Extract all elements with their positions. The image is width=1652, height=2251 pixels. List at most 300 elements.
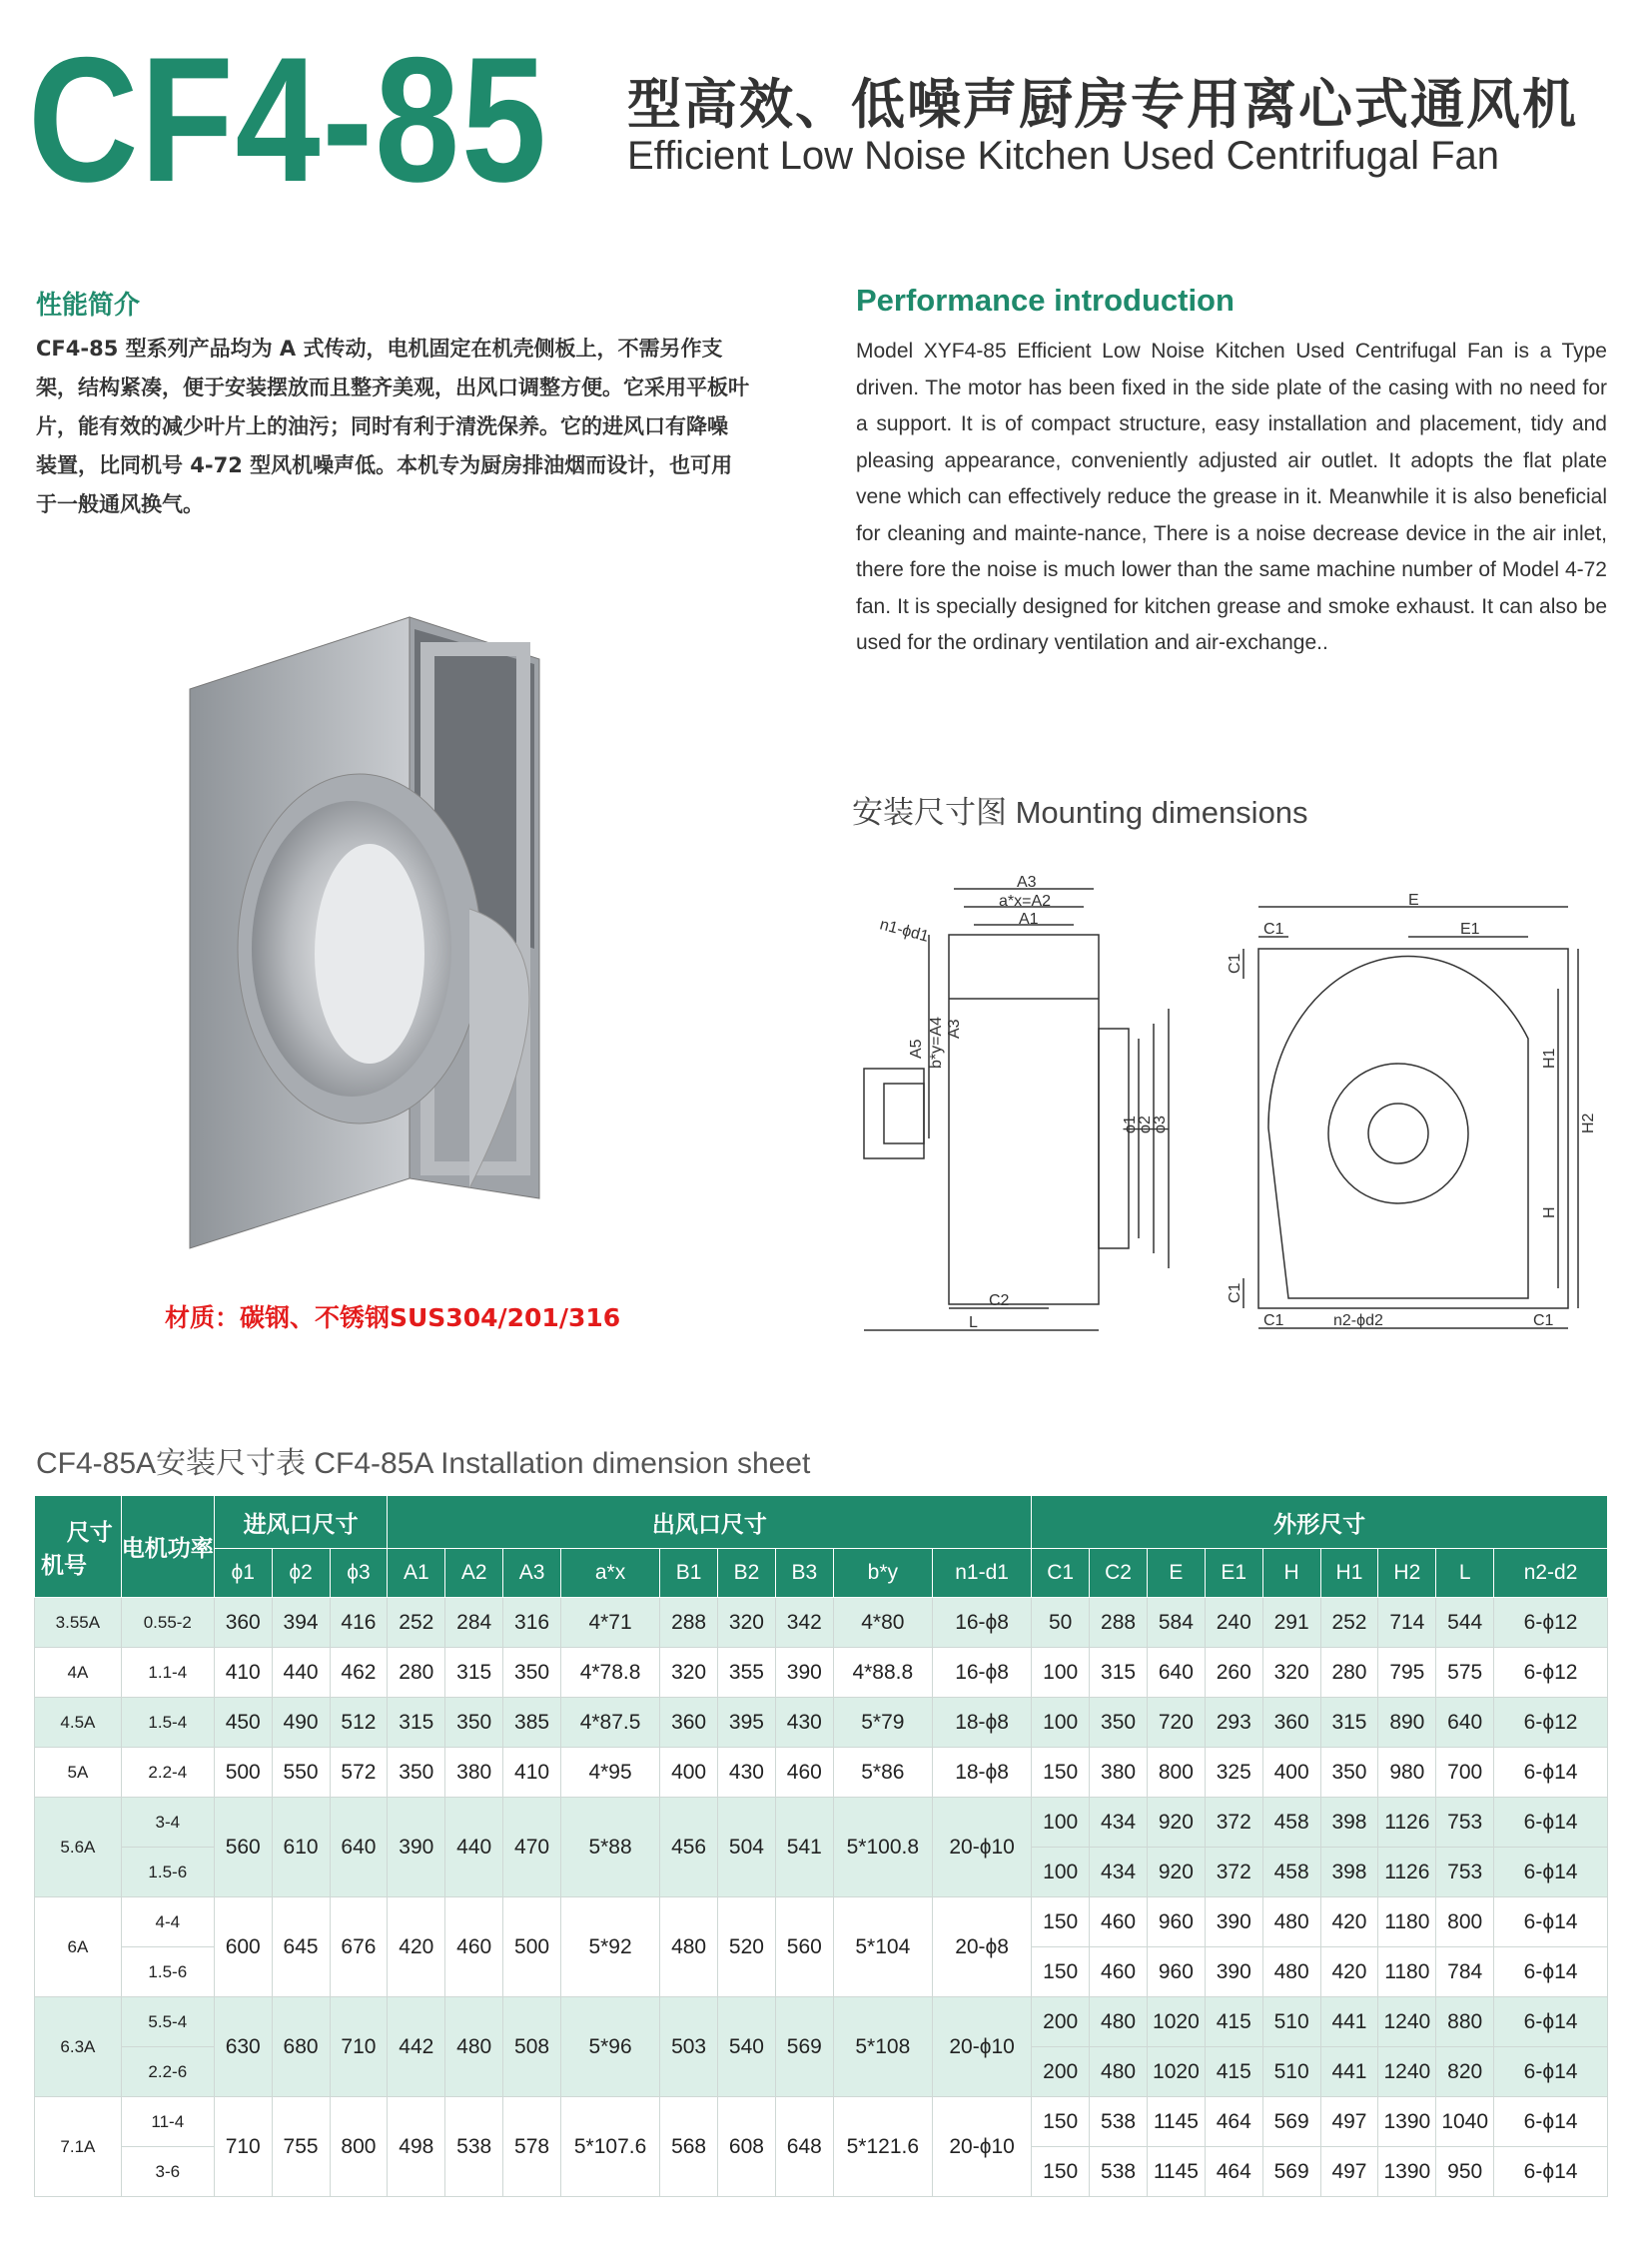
outline-cell: 700 xyxy=(1436,1748,1494,1798)
outlet-cell: 5*79 xyxy=(833,1698,932,1748)
inlet-cell: 640 xyxy=(330,1798,388,1897)
intro-cn-body xyxy=(36,330,795,524)
outline-cell: 398 xyxy=(1320,1798,1378,1848)
outlet-cell: 410 xyxy=(503,1748,561,1798)
sub-header-cell: ϕ2 xyxy=(272,1549,330,1598)
sub-header-cell: H2 xyxy=(1378,1549,1436,1598)
outline-cell: 1126 xyxy=(1378,1798,1436,1848)
outlet-cell: 504 xyxy=(718,1798,776,1897)
label-a3: A3 xyxy=(1017,874,1037,891)
outlet-cell: 288 xyxy=(660,1598,718,1648)
outline-cell: 372 xyxy=(1205,1798,1262,1848)
outline-cell: 315 xyxy=(1320,1698,1378,1748)
outlet-cell: 470 xyxy=(503,1798,561,1897)
outline-cell: 390 xyxy=(1205,1897,1262,1947)
outline-cell: 434 xyxy=(1090,1798,1148,1848)
outlet-cell: 460 xyxy=(445,1897,503,1997)
outline-cell: 800 xyxy=(1147,1748,1205,1798)
label-h2: H2 xyxy=(1580,1113,1597,1133)
product-title-cn: 型高效、低噪声厨房专用离心式通风机 xyxy=(627,73,1578,136)
label-l: L xyxy=(969,1314,978,1331)
label-phi2: ϕ2 xyxy=(1137,1116,1154,1133)
outline-cell: 420 xyxy=(1320,1947,1378,1997)
material-note: 材质：碳钢、不锈钢SUS304/201/316 xyxy=(165,1303,621,1332)
outlet-cell: 4*71 xyxy=(560,1598,659,1648)
label-a1: A1 xyxy=(1019,911,1039,928)
outline-cell: 980 xyxy=(1378,1748,1436,1798)
outline-cell: 398 xyxy=(1320,1848,1378,1897)
inlet-cell: 462 xyxy=(330,1648,388,1698)
outlet-cell: 350 xyxy=(445,1698,503,1748)
outlet-cell: 18-ϕ8 xyxy=(932,1748,1031,1798)
outlet-cell: 385 xyxy=(503,1698,561,1748)
sub-header-cell: A1 xyxy=(388,1549,445,1598)
outline-cell: 640 xyxy=(1436,1698,1494,1748)
outline-cell: 1390 xyxy=(1378,2147,1436,2197)
label-h: H xyxy=(1541,1206,1558,1218)
sub-header-cell: H1 xyxy=(1320,1549,1378,1598)
outline-cell: 415 xyxy=(1205,1997,1262,2047)
model-cell: 6.3A xyxy=(35,1997,122,2097)
outline-cell: 1126 xyxy=(1378,1848,1436,1897)
outline-cell: 480 xyxy=(1090,1997,1148,2047)
outline-cell: 753 xyxy=(1436,1798,1494,1848)
table-row xyxy=(35,1648,1608,1698)
sub-header-cell: ϕ3 xyxy=(330,1549,388,1598)
outline-cell: 497 xyxy=(1320,2147,1378,2197)
outlet-cell: 400 xyxy=(660,1748,718,1798)
label-phi1: ϕ1 xyxy=(1122,1116,1139,1133)
outline-cell: 714 xyxy=(1378,1598,1436,1648)
power-cell: 4-4 xyxy=(121,1897,214,1947)
outlet-cell: 280 xyxy=(388,1648,445,1698)
outline-cell: 458 xyxy=(1262,1848,1320,1897)
model-cell: 7.1A xyxy=(35,2097,122,2197)
outlet-cell: 569 xyxy=(775,1997,833,2097)
outline-cell: 1240 xyxy=(1378,1997,1436,2047)
outline-cell: 960 xyxy=(1147,1897,1205,1947)
outline-cell: 569 xyxy=(1262,2147,1320,2197)
outlet-cell: 5*96 xyxy=(560,1997,659,2097)
outlet-cell: 4*87.5 xyxy=(560,1698,659,1748)
inlet-cell: 550 xyxy=(272,1748,330,1798)
outline-cell: 6-ϕ12 xyxy=(1494,1598,1608,1648)
power-cell: 1.5-4 xyxy=(121,1698,214,1748)
intro-en-heading: Performance introduction xyxy=(856,283,1235,318)
outlet-cell: 20-ϕ10 xyxy=(932,1997,1031,2097)
outline-cell: 460 xyxy=(1090,1897,1148,1947)
outlet-cell: 568 xyxy=(660,2097,718,2197)
outline-cell: 538 xyxy=(1090,2147,1148,2197)
outline-cell: 6-ϕ14 xyxy=(1494,1947,1608,1997)
outline-cell: 291 xyxy=(1262,1598,1320,1648)
outline-cell: 480 xyxy=(1262,1897,1320,1947)
outline-cell: 420 xyxy=(1320,1897,1378,1947)
installation-dimension-table xyxy=(34,1495,1608,2197)
model-cell: 4.5A xyxy=(35,1698,122,1748)
outline-cell: 950 xyxy=(1436,2147,1494,2197)
intro-cn-line: CF4-85 型系列产品均为 A 式传动，电机固定在机壳侧板上，不需另作支 xyxy=(36,337,723,361)
label-h1: H1 xyxy=(1541,1048,1558,1069)
power-cell: 2.2-6 xyxy=(121,2047,214,2097)
power-cell: 1.1-4 xyxy=(121,1648,214,1698)
model-cell: 5.6A xyxy=(35,1798,122,1897)
outlet-cell: 440 xyxy=(445,1798,503,1897)
outline-cell: 538 xyxy=(1090,2097,1148,2147)
outline-cell: 150 xyxy=(1032,1748,1090,1798)
inlet-cell: 630 xyxy=(214,1997,272,2097)
table-row xyxy=(35,1897,1608,1947)
outlet-cell: 508 xyxy=(503,1997,561,2097)
outline-cell: 200 xyxy=(1032,2047,1090,2097)
outline-cell: 252 xyxy=(1320,1598,1378,1648)
side-view-drawing xyxy=(849,874,1199,1348)
sub-header-cell: b*y xyxy=(833,1549,932,1598)
outlet-cell: 320 xyxy=(660,1648,718,1698)
label-bya4: b*y=A4 xyxy=(928,1016,945,1069)
outlet-cell: 5*88 xyxy=(560,1798,659,1897)
outline-cell: 260 xyxy=(1205,1648,1262,1698)
fan-product-image xyxy=(170,609,649,1248)
sub-header-cell: H xyxy=(1262,1549,1320,1598)
outline-cell: 390 xyxy=(1205,1947,1262,1997)
outlet-cell: 540 xyxy=(718,1997,776,2097)
sub-header-row xyxy=(35,1549,1608,1598)
outlet-cell: 355 xyxy=(718,1648,776,1698)
outline-cell: 6-ϕ14 xyxy=(1494,2097,1608,2147)
outline-cell: 150 xyxy=(1032,1897,1090,1947)
outline-cell: 460 xyxy=(1090,1947,1148,1997)
outline-cell: 280 xyxy=(1320,1648,1378,1698)
sub-header-cell: a*x xyxy=(560,1549,659,1598)
outline-cell: 350 xyxy=(1090,1698,1148,1748)
model-cell: 6A xyxy=(35,1897,122,1997)
outline-cell: 100 xyxy=(1032,1798,1090,1848)
outline-cell: 1180 xyxy=(1378,1897,1436,1947)
outline-cell: 464 xyxy=(1205,2147,1262,2197)
intro-cn-heading: 性能简介 xyxy=(36,291,141,321)
table-row xyxy=(35,2097,1608,2147)
power-cell: 3-6 xyxy=(121,2147,214,2197)
outlet-cell: 608 xyxy=(718,2097,776,2197)
table-row xyxy=(35,1698,1608,1748)
outline-cell: 753 xyxy=(1436,1848,1494,1897)
intro-en-body: Model XYF4-85 Efficient Low Noise Kitchen Used Centrifugal Fan is a Type driven. The motor has been fixed in the side plate of the casing with no need for a support. It is of compact structure, easy installation and placement, tidy and pleasing appearance, conveniently adjusted air outlet. It adopts the flat plate vene which can effectively reduce the grease in it. Meanwhile it is also beneficial for cleaning and mainte-nance, There is a noise decrease device in the air inlet, there fore the noise is much lower than the same machine number of Model 4-72 fan. It is specially designed for kitchen grease and smoke exhaust. It can also be used for the ordinary ventilation and air-exchange.. xyxy=(856,340,1607,654)
outline-cell: 150 xyxy=(1032,2147,1090,2197)
outlet-cell: 480 xyxy=(660,1897,718,1997)
inlet-cell: 450 xyxy=(214,1698,272,1748)
outline-cell: 640 xyxy=(1147,1648,1205,1698)
outlet-cell: 5*107.6 xyxy=(560,2097,659,2197)
outlet-cell: 315 xyxy=(445,1648,503,1698)
sub-header-cell: C2 xyxy=(1090,1549,1148,1598)
outlet-cell: 4*78.8 xyxy=(560,1648,659,1698)
inlet-cell: 710 xyxy=(214,2097,272,2197)
power-cell: 0.55-2 xyxy=(121,1598,214,1648)
outline-cell: 380 xyxy=(1090,1748,1148,1798)
label-e: E xyxy=(1408,892,1419,909)
inlet-cell: 610 xyxy=(272,1798,330,1897)
outline-cell: 1020 xyxy=(1147,2047,1205,2097)
outline-cell: 240 xyxy=(1205,1598,1262,1648)
outline-cell: 569 xyxy=(1262,2097,1320,2147)
outline-cell: 720 xyxy=(1147,1698,1205,1748)
header-corner-top: 尺寸 xyxy=(66,1518,113,1545)
label-c1-left-bottom: C1 xyxy=(1227,1282,1243,1303)
outline-cell: 6-ϕ12 xyxy=(1494,1648,1608,1698)
inlet-cell: 490 xyxy=(272,1698,330,1748)
outlet-cell: 315 xyxy=(388,1698,445,1748)
outline-cell: 150 xyxy=(1032,2097,1090,2147)
inlet-cell: 394 xyxy=(272,1598,330,1648)
sub-header-cell: ϕ1 xyxy=(214,1549,272,1598)
table-row xyxy=(35,1748,1608,1798)
outlet-cell: 430 xyxy=(718,1748,776,1798)
intro-cn-line: 片，能有效的减少叶片上的油污；同时有利于清洗保养。它的进风口有降噪 xyxy=(36,414,728,438)
outline-cell: 6-ϕ12 xyxy=(1494,1698,1608,1748)
outline-cell: 1145 xyxy=(1147,2147,1205,2197)
inlet-cell: 676 xyxy=(330,1897,388,1997)
outlet-cell: 395 xyxy=(718,1698,776,1748)
outline-cell: 350 xyxy=(1320,1748,1378,1798)
outline-cell: 920 xyxy=(1147,1798,1205,1848)
label-c1-left: C1 xyxy=(1227,953,1243,974)
inlet-cell: 680 xyxy=(272,1997,330,2097)
sub-header-cell: E1 xyxy=(1205,1549,1262,1598)
model-cell: 3.55A xyxy=(35,1598,122,1648)
outlet-cell: 350 xyxy=(388,1748,445,1798)
inlet-cell: 500 xyxy=(214,1748,272,1798)
label-n1d1: n1-ϕd1 xyxy=(877,916,931,946)
outlet-cell: 503 xyxy=(660,1997,718,2097)
header-inlet: 进风口尺寸 xyxy=(214,1496,388,1549)
model-cell: 4A xyxy=(35,1648,122,1698)
outlet-cell: 541 xyxy=(775,1798,833,1897)
inlet-cell: 572 xyxy=(330,1748,388,1798)
outline-cell: 325 xyxy=(1205,1748,1262,1798)
header-corner-bottom: 机号 xyxy=(41,1551,87,1578)
sub-header-cell: C1 xyxy=(1032,1549,1090,1598)
sub-header-cell: A2 xyxy=(445,1549,503,1598)
outlet-cell: 460 xyxy=(775,1748,833,1798)
outline-cell: 1180 xyxy=(1378,1947,1436,1997)
header-outline: 外形尺寸 xyxy=(1032,1496,1608,1549)
outline-cell: 6-ϕ14 xyxy=(1494,1798,1608,1848)
outlet-cell: 5*104 xyxy=(833,1897,932,1997)
outline-cell: 1390 xyxy=(1378,2097,1436,2147)
outline-cell: 6-ϕ14 xyxy=(1494,1997,1608,2047)
outline-cell: 6-ϕ14 xyxy=(1494,1748,1608,1798)
label-e1: E1 xyxy=(1460,921,1480,938)
sheet-title: CF4-85A安装尺寸表 CF4-85A Installation dimension sheet xyxy=(36,1447,811,1480)
table-row xyxy=(35,1598,1608,1648)
power-cell: 1.5-6 xyxy=(121,1947,214,1997)
outlet-cell: 520 xyxy=(718,1897,776,1997)
outlet-cell: 5*100.8 xyxy=(833,1798,932,1897)
product-model: CF4-85 xyxy=(28,20,548,219)
label-c2: C2 xyxy=(989,1292,1010,1309)
outline-cell: 50 xyxy=(1032,1598,1090,1648)
outlet-cell: 4*88.8 xyxy=(833,1648,932,1698)
outline-cell: 795 xyxy=(1378,1648,1436,1698)
outline-cell: 400 xyxy=(1262,1748,1320,1798)
outline-cell: 458 xyxy=(1262,1798,1320,1848)
outlet-cell: 350 xyxy=(503,1648,561,1698)
power-cell: 11-4 xyxy=(121,2097,214,2147)
outlet-cell: 500 xyxy=(503,1897,561,1997)
sub-header-cell: n1-d1 xyxy=(932,1549,1031,1598)
outlet-cell: 316 xyxy=(503,1598,561,1648)
outlet-cell: 420 xyxy=(388,1897,445,1997)
inlet-cell: 600 xyxy=(214,1897,272,1997)
outlet-cell: 20-ϕ8 xyxy=(932,1897,1031,1997)
outlet-cell: 560 xyxy=(775,1897,833,1997)
sub-header-cell: E xyxy=(1147,1549,1205,1598)
outline-cell: 480 xyxy=(1090,2047,1148,2097)
outlet-cell: 5*86 xyxy=(833,1748,932,1798)
outline-cell: 100 xyxy=(1032,1698,1090,1748)
outlet-cell: 648 xyxy=(775,2097,833,2197)
outline-cell: 360 xyxy=(1262,1698,1320,1748)
outlet-cell: 20-ϕ10 xyxy=(932,2097,1031,2197)
outlet-cell: 5*92 xyxy=(560,1897,659,1997)
outline-cell: 820 xyxy=(1436,2047,1494,2097)
outlet-cell: 252 xyxy=(388,1598,445,1648)
label-n2d2: n2-ϕd2 xyxy=(1333,1312,1383,1329)
outline-cell: 415 xyxy=(1205,2047,1262,2097)
outline-cell: 6-ϕ14 xyxy=(1494,2047,1608,2097)
label-axa2: a*x=A2 xyxy=(999,893,1052,910)
inlet-cell: 560 xyxy=(214,1798,272,1897)
outlet-cell: 456 xyxy=(660,1798,718,1897)
sub-header-cell: L xyxy=(1436,1549,1494,1598)
sub-header-cell: B2 xyxy=(718,1549,776,1598)
outlet-cell: 380 xyxy=(445,1748,503,1798)
inlet-cell: 410 xyxy=(214,1648,272,1698)
inlet-cell: 645 xyxy=(272,1897,330,1997)
sub-header-cell: A3 xyxy=(503,1549,561,1598)
sub-header-cell: n2-d2 xyxy=(1494,1549,1608,1598)
outline-cell: 1040 xyxy=(1436,2097,1494,2147)
outline-cell: 960 xyxy=(1147,1947,1205,1997)
outline-cell: 6-ϕ14 xyxy=(1494,1848,1608,1897)
outlet-cell: 18-ϕ8 xyxy=(932,1698,1031,1748)
header-corner xyxy=(35,1496,122,1598)
outline-cell: 510 xyxy=(1262,1997,1320,2047)
outlet-cell: 578 xyxy=(503,2097,561,2197)
label-c1-bottom-left: C1 xyxy=(1263,1312,1284,1329)
label-c1-top: C1 xyxy=(1263,921,1284,938)
table-row xyxy=(35,1798,1608,1848)
outline-cell: 200 xyxy=(1032,1997,1090,2047)
outline-cell: 320 xyxy=(1262,1648,1320,1698)
inlet-cell: 360 xyxy=(214,1598,272,1648)
outline-cell: 575 xyxy=(1436,1648,1494,1698)
power-cell: 2.2-4 xyxy=(121,1748,214,1798)
outlet-cell: 4*80 xyxy=(833,1598,932,1648)
outline-cell: 293 xyxy=(1205,1698,1262,1748)
sub-header-cell: B1 xyxy=(660,1549,718,1598)
outlet-cell: 20-ϕ10 xyxy=(932,1798,1031,1897)
outlet-cell: 390 xyxy=(388,1798,445,1897)
intro-cn-line: 装置，比同机号 4-72 型风机噪声低。本机专为厨房排油烟而设计，也可用 xyxy=(36,453,733,477)
outline-cell: 100 xyxy=(1032,1648,1090,1698)
outlet-cell: 480 xyxy=(445,1997,503,2097)
outlet-cell: 360 xyxy=(660,1698,718,1748)
outlet-cell: 16-ϕ8 xyxy=(932,1598,1031,1648)
label-phi3: ϕ3 xyxy=(1152,1116,1169,1133)
inlet-cell: 800 xyxy=(330,2097,388,2197)
outline-cell: 584 xyxy=(1147,1598,1205,1648)
outline-cell: 880 xyxy=(1436,1997,1494,2047)
outline-cell: 510 xyxy=(1262,2047,1320,2097)
table-body xyxy=(35,1598,1608,2197)
outline-cell: 480 xyxy=(1262,1947,1320,1997)
outline-cell: 497 xyxy=(1320,2097,1378,2147)
mounting-title: 安装尺寸图 Mounting dimensions xyxy=(852,795,1308,830)
inlet-cell: 512 xyxy=(330,1698,388,1748)
label-c1-bottom-right: C1 xyxy=(1533,1312,1554,1329)
intro-cn-line: 架，结构紧凑，便于安装摆放而且整齐美观，出风口调整方便。它采用平板叶 xyxy=(36,375,749,399)
header-outlet: 出风口尺寸 xyxy=(388,1496,1032,1549)
inlet-cell: 440 xyxy=(272,1648,330,1698)
label-a3-vertical: A3 xyxy=(946,1019,963,1039)
outlet-cell: 5*108 xyxy=(833,1997,932,2097)
outlet-cell: 430 xyxy=(775,1698,833,1748)
outline-cell: 1240 xyxy=(1378,2047,1436,2097)
power-cell: 1.5-6 xyxy=(121,1848,214,1897)
inlet-cell: 755 xyxy=(272,2097,330,2197)
outlet-cell: 342 xyxy=(775,1598,833,1648)
product-title-en: Efficient Low Noise Kitchen Used Centrifugal Fan xyxy=(627,134,1500,178)
outline-cell: 1145 xyxy=(1147,2097,1205,2147)
outline-cell: 464 xyxy=(1205,2097,1262,2147)
outlet-cell: 538 xyxy=(445,2097,503,2197)
outlet-cell: 5*121.6 xyxy=(833,2097,932,2197)
outlet-cell: 498 xyxy=(388,2097,445,2197)
outline-cell: 784 xyxy=(1436,1947,1494,1997)
inlet-cell: 710 xyxy=(330,1997,388,2097)
outline-cell: 315 xyxy=(1090,1648,1148,1698)
power-cell: 3-4 xyxy=(121,1798,214,1848)
outline-cell: 434 xyxy=(1090,1848,1148,1897)
outlet-cell: 16-ϕ8 xyxy=(932,1648,1031,1698)
outline-cell: 372 xyxy=(1205,1848,1262,1897)
model-cell: 5A xyxy=(35,1748,122,1798)
outline-cell: 100 xyxy=(1032,1848,1090,1897)
outline-cell: 920 xyxy=(1147,1848,1205,1897)
outline-cell: 441 xyxy=(1320,2047,1378,2097)
front-view-drawing xyxy=(1229,889,1608,1348)
power-cell: 5.5-4 xyxy=(121,1997,214,2047)
table-row xyxy=(35,1997,1608,2047)
inlet-cell: 416 xyxy=(330,1598,388,1648)
sub-header-cell: B3 xyxy=(775,1549,833,1598)
outline-cell: 441 xyxy=(1320,1997,1378,2047)
outlet-cell: 4*95 xyxy=(560,1748,659,1798)
outlet-cell: 320 xyxy=(718,1598,776,1648)
outline-cell: 6-ϕ14 xyxy=(1494,2147,1608,2197)
intro-cn-line: 于一般通风换气。 xyxy=(36,492,204,516)
outline-cell: 544 xyxy=(1436,1598,1494,1648)
outline-cell: 800 xyxy=(1436,1897,1494,1947)
outlet-cell: 284 xyxy=(445,1598,503,1648)
outlet-cell: 390 xyxy=(775,1648,833,1698)
outline-cell: 890 xyxy=(1378,1698,1436,1748)
outline-cell: 6-ϕ14 xyxy=(1494,1897,1608,1947)
outline-cell: 288 xyxy=(1090,1598,1148,1648)
outline-cell: 150 xyxy=(1032,1947,1090,1997)
